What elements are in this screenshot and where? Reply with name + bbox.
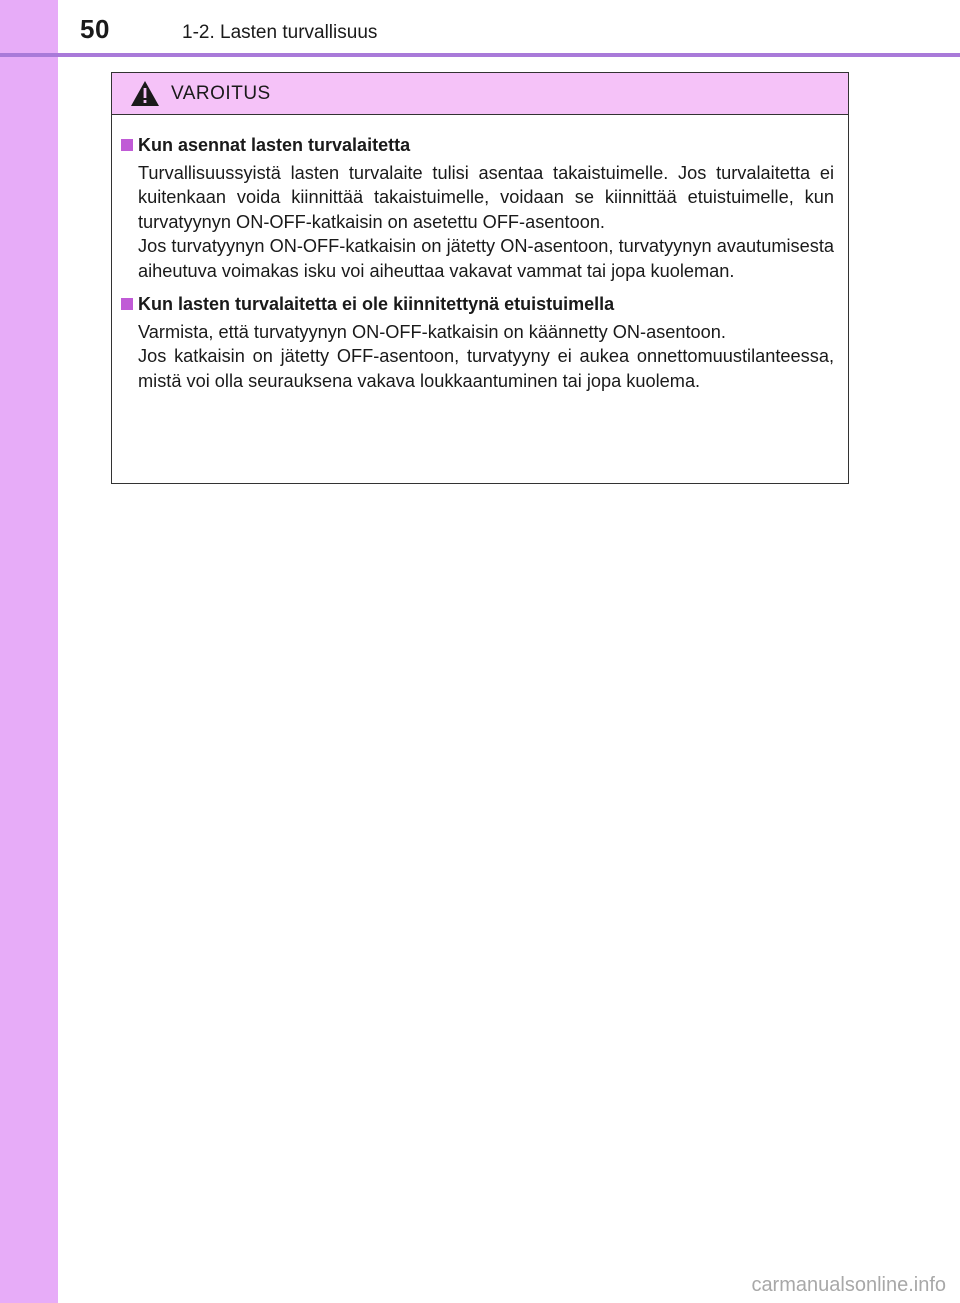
warning-title: VAROITUS xyxy=(171,83,271,104)
header-rule xyxy=(0,53,960,57)
item-heading xyxy=(121,292,834,316)
warning-header xyxy=(112,73,848,115)
side-strip xyxy=(0,0,58,1303)
warning-body xyxy=(112,115,848,393)
section-title: 1-2. Lasten turvallisuus xyxy=(182,22,378,43)
warning-item-not-attached xyxy=(121,292,834,393)
warning-triangle-icon xyxy=(130,80,160,107)
side-strip-top xyxy=(0,0,58,54)
item-heading-text: Kun lasten turvalaitetta ei ole kiinnitettynä etuistuimella xyxy=(138,294,615,315)
watermark: carmanualsonline.info xyxy=(751,1274,946,1296)
item-heading-text: Kun asennat lasten turvalaitetta xyxy=(138,135,411,155)
item-heading xyxy=(121,133,834,157)
page-header xyxy=(0,0,960,54)
warning-item-install xyxy=(121,133,834,283)
paragraph: Jos turvatyynyn ON-OFF-katkaisin on jätetty ON-asentoon, turvatyynyn avautumisesta aiheutuva voimakas isku voi aiheuttaa vakavat vammat tai jopa kuoleman. xyxy=(138,236,834,281)
paragraph: Jos katkaisin on jätetty OFF-asentoon, turvatyyny ei aukea onnettomuustilanteessa, mistä voi olla seurauksena vakava loukkaantuminen tai jopa kuolema. xyxy=(138,346,834,391)
paragraph: Turvallisuussyistä lasten turvalaite tulisi asentaa takaistuimelle. Jos turvalaitetta ei kuitenkaan voida kiinnittää takaistuimelle, voidaan se kiinnittää etuistuimelle, kun turvatyynyn ON-OFF-katkaisin on asetettu OFF-asentoon. xyxy=(138,163,834,232)
square-bullet-icon xyxy=(121,139,133,151)
paragraph: Varmista, että turvatyynyn ON-OFF-katkaisin on käännetty ON-asentoon. xyxy=(138,322,726,343)
square-bullet-icon xyxy=(121,298,133,310)
page-number: 50 xyxy=(80,14,110,44)
warning-box xyxy=(111,72,849,484)
